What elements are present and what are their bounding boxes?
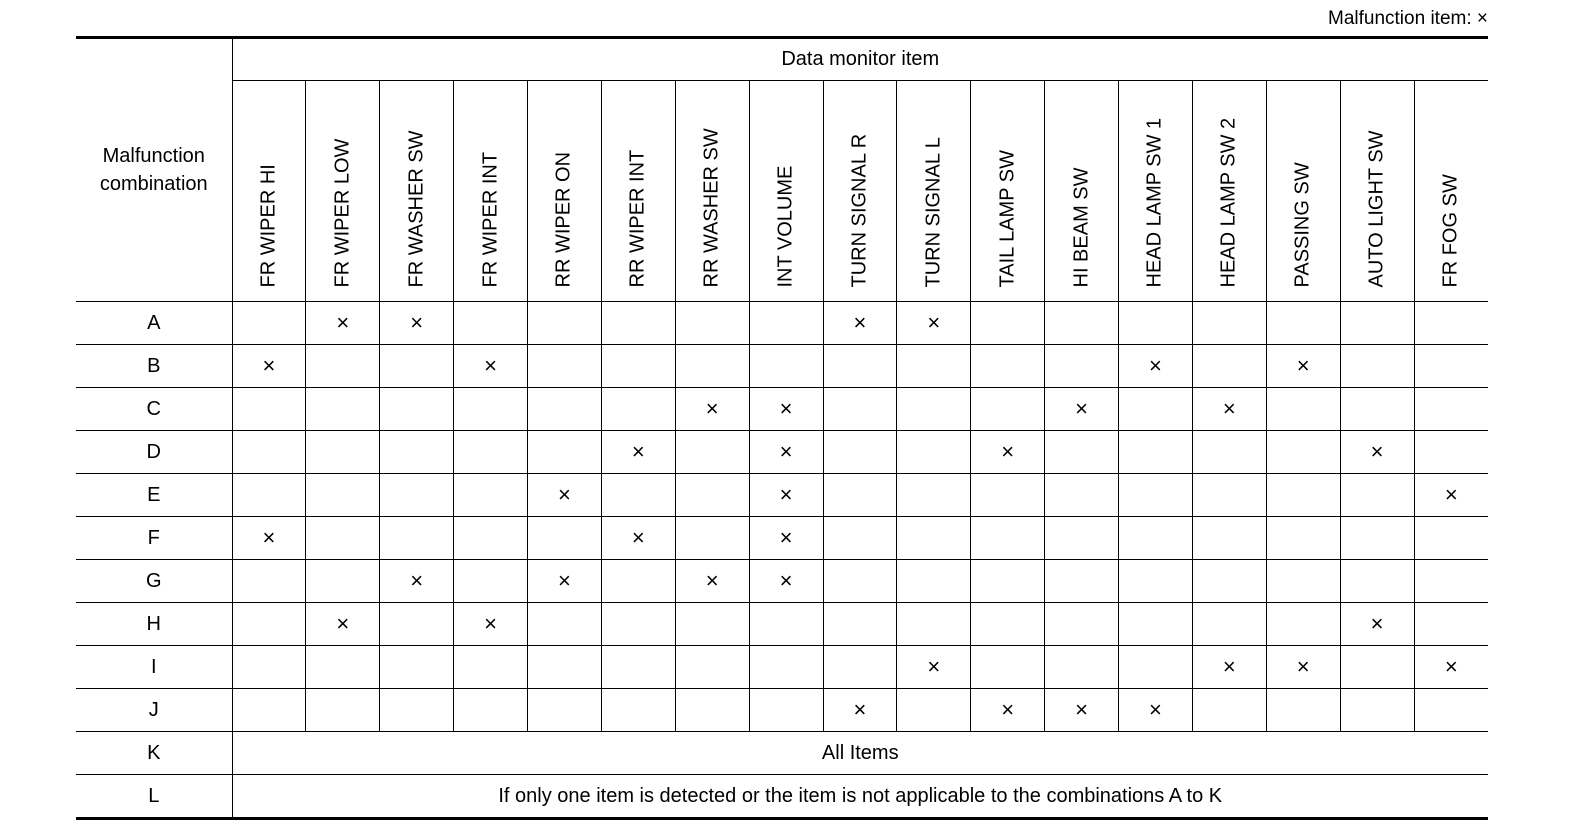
table-cell bbox=[1045, 345, 1119, 388]
table-cell bbox=[454, 431, 528, 474]
table-cell bbox=[1192, 689, 1266, 732]
table-cell bbox=[528, 302, 602, 345]
table-cell bbox=[1045, 302, 1119, 345]
table-cell: × bbox=[971, 431, 1045, 474]
table-span-row bbox=[76, 732, 1488, 775]
column-header bbox=[232, 81, 306, 302]
table-cell bbox=[601, 388, 675, 431]
table-cell bbox=[1414, 345, 1488, 388]
table-cell bbox=[380, 388, 454, 431]
table-cell bbox=[1119, 302, 1193, 345]
table-cell bbox=[971, 646, 1045, 689]
table-cell: × bbox=[1192, 388, 1266, 431]
table-cell bbox=[380, 345, 454, 388]
table-row bbox=[76, 388, 1488, 431]
table-cell bbox=[1045, 517, 1119, 560]
table-cell bbox=[528, 603, 602, 646]
table-cell: × bbox=[823, 689, 897, 732]
table-cell bbox=[601, 302, 675, 345]
table-cell bbox=[1340, 560, 1414, 603]
column-header bbox=[1045, 81, 1119, 302]
table-cell: × bbox=[380, 302, 454, 345]
table-row bbox=[76, 646, 1488, 689]
table-cell bbox=[380, 689, 454, 732]
table-cell bbox=[971, 474, 1045, 517]
table-cell bbox=[675, 603, 749, 646]
table-cell: × bbox=[601, 517, 675, 560]
table-cell: × bbox=[675, 388, 749, 431]
table-cell bbox=[1340, 345, 1414, 388]
malfunction-matrix-table bbox=[76, 36, 1488, 820]
table-cell bbox=[454, 517, 528, 560]
table-cell bbox=[306, 517, 380, 560]
table-cell bbox=[749, 646, 823, 689]
table-cell bbox=[1340, 689, 1414, 732]
combination-label: G bbox=[76, 560, 232, 603]
table-cell bbox=[823, 345, 897, 388]
table-cell bbox=[1045, 560, 1119, 603]
combination-label: A bbox=[76, 302, 232, 345]
table-cell bbox=[675, 474, 749, 517]
table-cell bbox=[1045, 474, 1119, 517]
table-cell bbox=[1119, 646, 1193, 689]
column-header-label: FR FOG SW bbox=[1439, 174, 1462, 288]
column-header-label: HI BEAM SW bbox=[1070, 167, 1093, 288]
table-cell bbox=[897, 474, 971, 517]
table-cell bbox=[454, 689, 528, 732]
table-row bbox=[76, 517, 1488, 560]
span-row-text: All Items bbox=[232, 732, 1488, 775]
table-cell bbox=[1119, 603, 1193, 646]
table-cell bbox=[601, 474, 675, 517]
table-cell: × bbox=[749, 431, 823, 474]
table-cell: × bbox=[1045, 388, 1119, 431]
table-cell bbox=[749, 345, 823, 388]
table-cell bbox=[528, 517, 602, 560]
table-row bbox=[76, 474, 1488, 517]
table-cell: × bbox=[1266, 646, 1340, 689]
table-cell bbox=[306, 646, 380, 689]
table-cell bbox=[1414, 603, 1488, 646]
column-header-label: TAIL LAMP SW bbox=[996, 150, 1019, 288]
column-header-label: AUTO LIGHT SW bbox=[1365, 130, 1388, 288]
table-cell bbox=[1414, 560, 1488, 603]
combination-label: E bbox=[76, 474, 232, 517]
table-cell: × bbox=[232, 517, 306, 560]
table-cell bbox=[823, 603, 897, 646]
column-header-label: HEAD LAMP SW 2 bbox=[1217, 117, 1240, 288]
table-row bbox=[76, 345, 1488, 388]
table-cell: × bbox=[232, 345, 306, 388]
table-cell bbox=[749, 603, 823, 646]
table-cell bbox=[1414, 431, 1488, 474]
table-cell: × bbox=[1192, 646, 1266, 689]
table-cell bbox=[897, 560, 971, 603]
table-row bbox=[76, 603, 1488, 646]
table-cell: × bbox=[1119, 689, 1193, 732]
column-header bbox=[897, 81, 971, 302]
table-cell bbox=[528, 431, 602, 474]
table-cell bbox=[232, 603, 306, 646]
table-cell bbox=[675, 646, 749, 689]
combination-label: I bbox=[76, 646, 232, 689]
table-cell bbox=[380, 474, 454, 517]
table-span-row bbox=[76, 775, 1488, 819]
combination-label: K bbox=[76, 732, 232, 775]
table-cell bbox=[1192, 474, 1266, 517]
table-cell bbox=[1192, 603, 1266, 646]
table-cell bbox=[675, 689, 749, 732]
table-cell bbox=[306, 388, 380, 431]
matrix-body bbox=[76, 302, 1488, 819]
table-cell bbox=[1119, 474, 1193, 517]
column-header-label: PASSING SW bbox=[1291, 162, 1314, 288]
table-cell bbox=[1414, 388, 1488, 431]
table-cell bbox=[380, 431, 454, 474]
table-cell bbox=[971, 388, 1045, 431]
combination-label: B bbox=[76, 345, 232, 388]
table-cell bbox=[1414, 517, 1488, 560]
column-header-label: TURN SIGNAL L bbox=[922, 137, 945, 288]
table-cell bbox=[897, 603, 971, 646]
table-cell bbox=[823, 646, 897, 689]
table-cell: × bbox=[1045, 689, 1119, 732]
table-cell bbox=[675, 302, 749, 345]
table-cell bbox=[232, 689, 306, 732]
table-row bbox=[76, 689, 1488, 732]
table-cell bbox=[1414, 689, 1488, 732]
column-header bbox=[528, 81, 602, 302]
table-cell bbox=[675, 431, 749, 474]
table-cell bbox=[675, 345, 749, 388]
table-cell bbox=[823, 560, 897, 603]
table-cell: × bbox=[749, 388, 823, 431]
column-header bbox=[1266, 81, 1340, 302]
table-cell bbox=[1119, 517, 1193, 560]
column-header-label: FR WASHER SW bbox=[405, 130, 428, 288]
combination-label: F bbox=[76, 517, 232, 560]
table-cell bbox=[601, 689, 675, 732]
table-cell bbox=[232, 646, 306, 689]
table-cell bbox=[897, 388, 971, 431]
table-cell: × bbox=[306, 302, 380, 345]
table-cell bbox=[601, 603, 675, 646]
combination-label: H bbox=[76, 603, 232, 646]
table-cell: × bbox=[675, 560, 749, 603]
table-row bbox=[76, 560, 1488, 603]
table-cell: × bbox=[454, 603, 528, 646]
table-cell bbox=[528, 388, 602, 431]
table-cell bbox=[454, 646, 528, 689]
column-header bbox=[1119, 81, 1193, 302]
table-cell: × bbox=[528, 560, 602, 603]
table-cell bbox=[897, 517, 971, 560]
column-header bbox=[1414, 81, 1488, 302]
column-header-label: FR WIPER INT bbox=[479, 151, 502, 288]
legend: Malfunction item: × bbox=[1328, 8, 1488, 29]
table-cell: × bbox=[1266, 345, 1340, 388]
table-cell bbox=[1340, 646, 1414, 689]
malfunction-combination-header bbox=[76, 38, 232, 302]
table-cell bbox=[897, 689, 971, 732]
table-cell bbox=[1340, 388, 1414, 431]
column-header bbox=[675, 81, 749, 302]
table-cell bbox=[1266, 603, 1340, 646]
table-cell bbox=[971, 560, 1045, 603]
table-cell bbox=[232, 560, 306, 603]
table-cell bbox=[1192, 302, 1266, 345]
table-cell bbox=[454, 474, 528, 517]
table-cell bbox=[232, 388, 306, 431]
table-cell: × bbox=[454, 345, 528, 388]
table-cell: × bbox=[823, 302, 897, 345]
table-cell bbox=[232, 431, 306, 474]
table-cell bbox=[1266, 302, 1340, 345]
table-cell: × bbox=[1414, 646, 1488, 689]
table-cell bbox=[306, 560, 380, 603]
column-header-label: FR WIPER LOW bbox=[331, 138, 354, 288]
table-cell bbox=[1119, 560, 1193, 603]
table-cell: × bbox=[897, 646, 971, 689]
table-cell bbox=[528, 345, 602, 388]
table-cell bbox=[823, 388, 897, 431]
table-cell: × bbox=[897, 302, 971, 345]
table-cell bbox=[1266, 474, 1340, 517]
column-header bbox=[454, 81, 528, 302]
column-header bbox=[971, 81, 1045, 302]
table-cell bbox=[306, 345, 380, 388]
column-header bbox=[823, 81, 897, 302]
table-cell bbox=[1192, 560, 1266, 603]
table-cell bbox=[601, 560, 675, 603]
table-cell bbox=[1340, 517, 1414, 560]
table-cell bbox=[1045, 431, 1119, 474]
table-row bbox=[76, 431, 1488, 474]
combination-label: L bbox=[76, 775, 232, 819]
table-cell bbox=[823, 431, 897, 474]
table-cell bbox=[306, 474, 380, 517]
column-header bbox=[380, 81, 454, 302]
table-cell bbox=[454, 388, 528, 431]
table-cell bbox=[971, 603, 1045, 646]
table-cell bbox=[1414, 302, 1488, 345]
table-cell bbox=[528, 646, 602, 689]
table-cell bbox=[823, 517, 897, 560]
table-cell bbox=[1192, 517, 1266, 560]
span-row-text: If only one item is detected or the item is not applicable to the combinations A to K bbox=[232, 775, 1488, 819]
table-cell bbox=[232, 474, 306, 517]
table-cell: × bbox=[1414, 474, 1488, 517]
table-cell: × bbox=[971, 689, 1045, 732]
table-cell: × bbox=[1340, 603, 1414, 646]
table-cell bbox=[232, 302, 306, 345]
table-cell: × bbox=[749, 560, 823, 603]
header-group-row bbox=[76, 38, 1488, 81]
table-cell: × bbox=[306, 603, 380, 646]
combination-label: D bbox=[76, 431, 232, 474]
column-header bbox=[749, 81, 823, 302]
table-cell bbox=[1045, 646, 1119, 689]
column-header-label: TURN SIGNAL R bbox=[848, 133, 871, 288]
table-cell bbox=[380, 603, 454, 646]
table-cell bbox=[971, 302, 1045, 345]
column-header bbox=[601, 81, 675, 302]
column-header-label: HEAD LAMP SW 1 bbox=[1143, 117, 1166, 288]
table-cell bbox=[1045, 603, 1119, 646]
table-cell bbox=[1340, 474, 1414, 517]
column-header bbox=[306, 81, 380, 302]
table-cell bbox=[897, 345, 971, 388]
table-cell bbox=[823, 474, 897, 517]
table-cell bbox=[749, 689, 823, 732]
data-monitor-item-header: Data monitor item bbox=[232, 38, 1488, 81]
column-header-label: RR WIPER ON bbox=[552, 151, 575, 288]
table-cell bbox=[528, 689, 602, 732]
table-cell: × bbox=[749, 474, 823, 517]
combination-label: J bbox=[76, 689, 232, 732]
column-header-label: RR WASHER SW bbox=[700, 128, 723, 288]
table-cell bbox=[971, 517, 1045, 560]
table-cell bbox=[1119, 388, 1193, 431]
corner-label: Malfunction combination bbox=[99, 145, 208, 195]
table-cell bbox=[1192, 345, 1266, 388]
table-row bbox=[76, 302, 1488, 345]
table-cell bbox=[306, 689, 380, 732]
table-cell bbox=[1340, 302, 1414, 345]
column-header-label: INT VOLUME bbox=[774, 165, 797, 288]
table-cell bbox=[1266, 388, 1340, 431]
table-cell bbox=[1119, 431, 1193, 474]
table-cell bbox=[749, 302, 823, 345]
table-cell bbox=[675, 517, 749, 560]
table-cell bbox=[601, 345, 675, 388]
table-cell bbox=[1266, 560, 1340, 603]
table-cell bbox=[380, 646, 454, 689]
column-header bbox=[1340, 81, 1414, 302]
table-cell bbox=[1266, 517, 1340, 560]
table-cell: × bbox=[1340, 431, 1414, 474]
table-cell: × bbox=[528, 474, 602, 517]
table-cell bbox=[897, 431, 971, 474]
table-cell bbox=[1266, 689, 1340, 732]
table-cell: × bbox=[601, 431, 675, 474]
column-header-label: FR WIPER HI bbox=[257, 164, 280, 288]
column-header-row bbox=[76, 81, 1488, 302]
table-cell bbox=[454, 560, 528, 603]
column-header-label: RR WIPER INT bbox=[626, 149, 649, 288]
table-cell bbox=[1266, 431, 1340, 474]
table-cell: × bbox=[380, 560, 454, 603]
table-cell bbox=[454, 302, 528, 345]
column-header bbox=[1192, 81, 1266, 302]
table-cell bbox=[971, 345, 1045, 388]
table-cell bbox=[1192, 431, 1266, 474]
table-cell: × bbox=[1119, 345, 1193, 388]
table-cell bbox=[601, 646, 675, 689]
combination-label: C bbox=[76, 388, 232, 431]
table-cell bbox=[380, 517, 454, 560]
table-cell: × bbox=[749, 517, 823, 560]
table-cell bbox=[306, 431, 380, 474]
